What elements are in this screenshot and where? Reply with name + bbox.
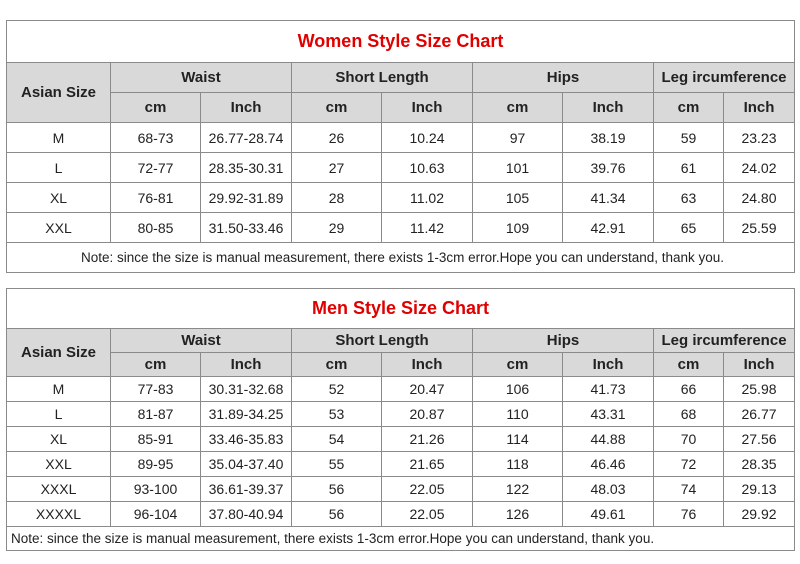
table-cell: 33.46-35.83: [201, 427, 292, 452]
table-cell: 46.46: [563, 452, 654, 477]
table-cell: 76-81: [111, 183, 201, 213]
group-header-hips: Hips: [473, 63, 654, 93]
table-row: [7, 153, 795, 183]
unit-header-inch: Inch: [563, 353, 654, 377]
asian-size-header: Asian Size: [7, 63, 111, 123]
table-cell: 97: [473, 123, 563, 153]
note-row: [7, 243, 795, 273]
table-cell: 68: [654, 402, 724, 427]
table-cell: 26.77: [724, 402, 795, 427]
unit-header-inch: Inch: [563, 93, 654, 123]
size-label-cell: XXL: [7, 213, 111, 243]
unit-header-row: [7, 353, 795, 377]
table-cell: 77-83: [111, 377, 201, 402]
table-cell: 56: [292, 502, 382, 527]
table-row: [7, 502, 795, 527]
women-size-table: [6, 20, 795, 273]
table-cell: 31.50-33.46: [201, 213, 292, 243]
table-cell: 20.87: [382, 402, 473, 427]
table-row: [7, 183, 795, 213]
table-cell: 38.19: [563, 123, 654, 153]
title-row: [7, 21, 795, 63]
table-cell: 29.13: [724, 477, 795, 502]
table-cell: 106: [473, 377, 563, 402]
title-row: [7, 289, 795, 329]
asian-size-header: Asian Size: [7, 329, 111, 377]
table-cell: 66: [654, 377, 724, 402]
table-cell: 29.92: [724, 502, 795, 527]
table-cell: 11.42: [382, 213, 473, 243]
table-cell: 21.26: [382, 427, 473, 452]
note-text: Note: since the size is manual measurement, there exists 1-3cm error.Hope you can understand, thank you.: [7, 243, 795, 273]
unit-header-inch: Inch: [201, 353, 292, 377]
unit-header-cm: cm: [292, 353, 382, 377]
size-label-cell: XL: [7, 427, 111, 452]
table-cell: 25.59: [724, 213, 795, 243]
unit-header-inch: Inch: [201, 93, 292, 123]
table-cell: 122: [473, 477, 563, 502]
note-row: [7, 527, 795, 551]
table-cell: 85-91: [111, 427, 201, 452]
size-label-cell: XXXXL: [7, 502, 111, 527]
table-cell: 110: [473, 402, 563, 427]
table-cell: 43.31: [563, 402, 654, 427]
table-cell: 10.24: [382, 123, 473, 153]
table-cell: 48.03: [563, 477, 654, 502]
table-cell: 114: [473, 427, 563, 452]
table-cell: 28: [292, 183, 382, 213]
table-cell: 35.04-37.40: [201, 452, 292, 477]
group-header-short-length: Short Length: [292, 329, 473, 353]
group-header-leg-ircumference: Leg ircumference: [654, 63, 795, 93]
table-cell: 22.05: [382, 477, 473, 502]
table-cell: 10.63: [382, 153, 473, 183]
table-cell: 20.47: [382, 377, 473, 402]
unit-header-cm: cm: [292, 93, 382, 123]
table-cell: 56: [292, 477, 382, 502]
unit-header-cm: cm: [473, 93, 563, 123]
table-cell: 70: [654, 427, 724, 452]
table-cell: 55: [292, 452, 382, 477]
table-cell: 28.35-30.31: [201, 153, 292, 183]
men-size-table: [6, 288, 795, 551]
group-header-row: [7, 63, 795, 93]
table-cell: 41.34: [563, 183, 654, 213]
table-cell: 126: [473, 502, 563, 527]
table-cell: 31.89-34.25: [201, 402, 292, 427]
table-cell: 28.35: [724, 452, 795, 477]
table-cell: 25.98: [724, 377, 795, 402]
size-label-cell: M: [7, 377, 111, 402]
table-cell: 36.61-39.37: [201, 477, 292, 502]
note-text: Note: since the size is manual measurement, there exists 1-3cm error.Hope you can understand, thank you.: [7, 527, 795, 551]
chart-title: Women Style Size Chart: [7, 21, 795, 63]
table-cell: 29.92-31.89: [201, 183, 292, 213]
group-header-waist: Waist: [111, 63, 292, 93]
table-cell: 49.61: [563, 502, 654, 527]
group-header-row: [7, 329, 795, 353]
group-header-short-length: Short Length: [292, 63, 473, 93]
table-cell: 65: [654, 213, 724, 243]
table-cell: 27.56: [724, 427, 795, 452]
men-size-chart: [6, 288, 794, 554]
table-cell: 72: [654, 452, 724, 477]
table-row: [7, 402, 795, 427]
table-cell: 30.31-32.68: [201, 377, 292, 402]
table-cell: 41.73: [563, 377, 654, 402]
size-label-cell: M: [7, 123, 111, 153]
table-cell: 80-85: [111, 213, 201, 243]
group-header-waist: Waist: [111, 329, 292, 353]
unit-header-inch: Inch: [724, 93, 795, 123]
table-cell: 68-73: [111, 123, 201, 153]
table-cell: 21.65: [382, 452, 473, 477]
table-row: [7, 213, 795, 243]
table-cell: 24.02: [724, 153, 795, 183]
size-label-cell: L: [7, 402, 111, 427]
unit-header-cm: cm: [473, 353, 563, 377]
table-cell: 42.91: [563, 213, 654, 243]
unit-header-row: [7, 93, 795, 123]
table-cell: 105: [473, 183, 563, 213]
unit-header-cm: cm: [654, 353, 724, 377]
unit-header-inch: Inch: [724, 353, 795, 377]
unit-header-inch: Inch: [382, 353, 473, 377]
table-cell: 26.77-28.74: [201, 123, 292, 153]
unit-header-cm: cm: [111, 93, 201, 123]
table-row: [7, 427, 795, 452]
table-cell: 44.88: [563, 427, 654, 452]
size-label-cell: XXL: [7, 452, 111, 477]
table-row: [7, 452, 795, 477]
table-cell: 29: [292, 213, 382, 243]
table-cell: 118: [473, 452, 563, 477]
table-row: [7, 477, 795, 502]
table-cell: 53: [292, 402, 382, 427]
table-cell: 22.05: [382, 502, 473, 527]
size-label-cell: XL: [7, 183, 111, 213]
group-header-hips: Hips: [473, 329, 654, 353]
table-cell: 109: [473, 213, 563, 243]
table-cell: 76: [654, 502, 724, 527]
table-cell: 54: [292, 427, 382, 452]
unit-header-inch: Inch: [382, 93, 473, 123]
chart-title: Men Style Size Chart: [7, 289, 795, 329]
table-cell: 23.23: [724, 123, 795, 153]
table-cell: 72-77: [111, 153, 201, 183]
table-cell: 89-95: [111, 452, 201, 477]
table-cell: 81-87: [111, 402, 201, 427]
table-cell: 37.80-40.94: [201, 502, 292, 527]
table-cell: 63: [654, 183, 724, 213]
table-row: [7, 377, 795, 402]
table-cell: 61: [654, 153, 724, 183]
table-cell: 11.02: [382, 183, 473, 213]
table-cell: 96-104: [111, 502, 201, 527]
table-cell: 24.80: [724, 183, 795, 213]
table-cell: 59: [654, 123, 724, 153]
table-cell: 52: [292, 377, 382, 402]
table-row: [7, 123, 795, 153]
table-cell: 101: [473, 153, 563, 183]
size-label-cell: L: [7, 153, 111, 183]
table-cell: 93-100: [111, 477, 201, 502]
size-label-cell: XXXL: [7, 477, 111, 502]
table-cell: 27: [292, 153, 382, 183]
table-cell: 74: [654, 477, 724, 502]
table-cell: 39.76: [563, 153, 654, 183]
table-cell: 26: [292, 123, 382, 153]
unit-header-cm: cm: [111, 353, 201, 377]
unit-header-cm: cm: [654, 93, 724, 123]
women-size-chart: [6, 20, 794, 270]
group-header-leg-ircumference: Leg ircumference: [654, 329, 795, 353]
